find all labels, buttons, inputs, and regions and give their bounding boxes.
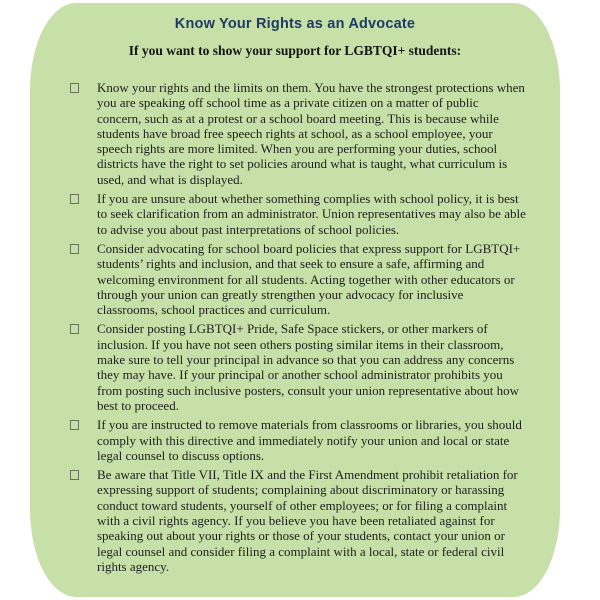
empty-checkbox-icon — [70, 83, 79, 93]
list-item — [70, 241, 526, 317]
list-item — [70, 417, 526, 463]
bullet-text: Be aware that Title VII, Title IX and the First Amendment prohibit retaliation for expressing support of students; complaining about discriminatory or harassing conduct toward students, yourself of other employees; or for filing a complaint with a civil rights agency. If you believe you have been retaliated against for speaking out about your rights or those of your students, contact your union or legal counsel and consider filing a complaint with a local, state or federal civil rights agency. — [97, 467, 518, 574]
list-item — [70, 80, 526, 187]
bullet-text: Consider posting LGBTQI+ Pride, Safe Space stickers, or other markers of inclusion. If you have not seen others posting similar items in their classroom, make sure to tell your principal in advance so that you can address any concerns they may have. If your principal or another school administrator prohibits you from posting such inclusive posters, consult your union representative about how best to proceed. — [97, 321, 520, 413]
bullet-text: If you are unsure about whether something complies with school policy, it is best to seek clarification from an administrator. Union representatives may also be able to advise you about past interpretations of school policies. — [97, 191, 526, 237]
bullet-list — [30, 80, 560, 574]
list-item — [70, 467, 526, 574]
list-item — [70, 321, 526, 413]
bullet-text: Consider advocating for school board policies that express support for LGBTQI+ students’ rights and inclusion, and that seek to ensure a safe, affirming and welcoming environment for all students. Acting together with other educators or through your union can greatly strengthen your advocacy for inclusive classrooms, school practices and curriculum. — [97, 240, 521, 318]
subtitle: If you want to show your support for LGBTQI+ students: — [128, 43, 462, 58]
empty-checkbox-icon — [70, 244, 79, 254]
page-title: Know Your Rights as an Advocate — [174, 16, 416, 32]
empty-checkbox-icon — [70, 470, 79, 480]
empty-checkbox-icon — [70, 194, 79, 204]
list-item — [70, 191, 526, 237]
bullet-text: Know your rights and the limits on them. You have the strongest protections when you are speaking off school time as a private citizen on a matter of public concern, such as at a protest or a school board meeting. This is because while students have broad free speech rights at school, as a school employee, your speech rights are more limited. When you are performing your duties, school districts have the right to set policies around what is taught, what curriculum is used, and what is displayed. — [97, 80, 525, 187]
empty-checkbox-icon — [70, 324, 79, 334]
flyer-card — [30, 3, 560, 597]
bullet-text: If you are instructed to remove materials from classrooms or libraries, you should comply with this directive and immediately notify your union and local or state legal counsel to discuss options. — [97, 417, 522, 463]
empty-checkbox-icon — [70, 420, 79, 430]
